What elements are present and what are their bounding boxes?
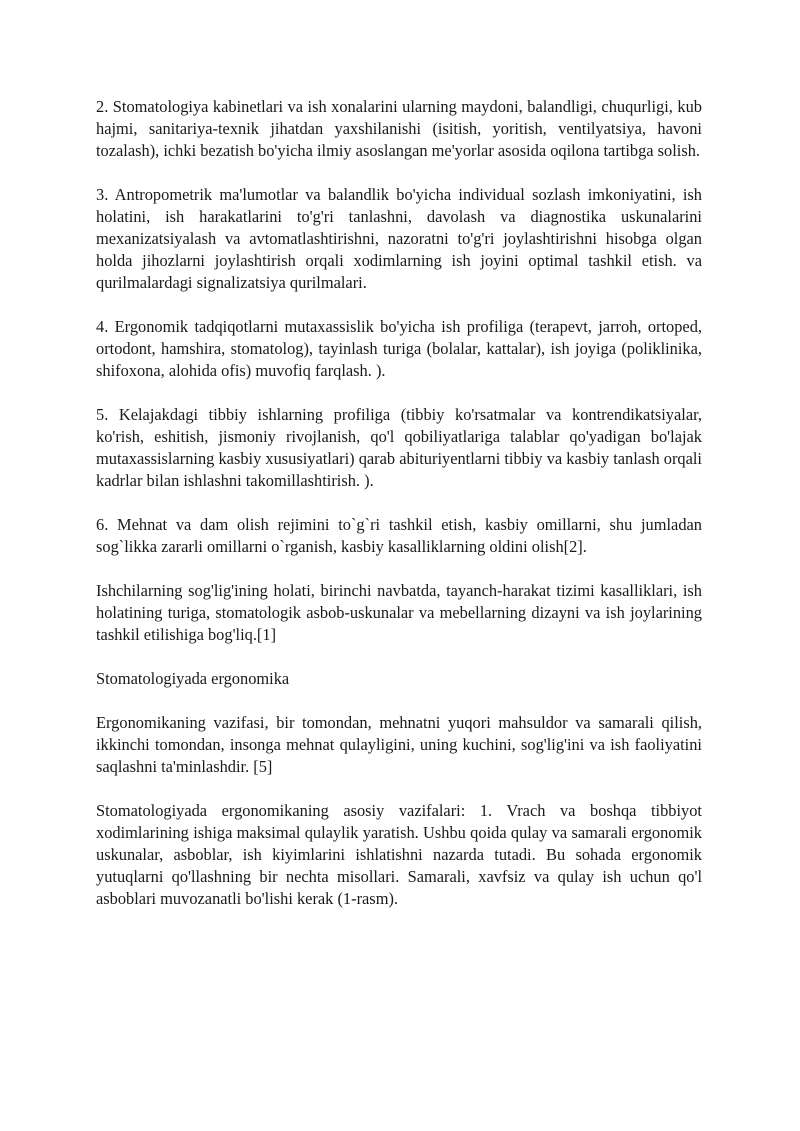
paragraph-main-tasks: Stomatologiyada ergonomikaning asosiy vazifalari: 1. Vrach va boshqa tibbiyot xodimlarining ishiga maksimal qulaylik yaratish. Ushbu qoida qulay va samarali ergonomik uskunalar, asboblar, ish kiyimlarini ishlatishni nazarda tutadi. Bu sohada ergonomik yutuqlarni qo'llashning bir nechta misollari. Samarali, xavfsiz va qulay ish uchun qo'l asboblari muvozanatli bo'lishi kerak (1-rasm). xyxy=(96,801,702,908)
section-heading: Stomatologiyada ergonomika xyxy=(96,669,290,688)
paragraph-item-4: 4. Ergonomik tadqiqotlarni mutaxassislik bo'yicha ish profiliga (terapevt, jarroh, ortoped, ortodont, hamshira, stomatolog), tayinlash turiga (bolalar, kattalar), ish joyiga (poliklinika, shifoxona, alohida ofis) muvofiq farqlash. ). xyxy=(96,317,702,380)
paragraph-item-3: 3. Antropometrik ma'lumotlar va balandlik bo'yicha individual sozlash imkoniyatini, ish holatini, ish harakatlarini to'g'ri tanlashni, davolash va diagnostika uskunalarini mexanizatsiyalash va avtomatlashtirishni, nazoratni to'g'ri joylashtirishni hisobga olgan holda jihozlarni joylashtirish orqali xodimlarning ish joyini optimal tashkil etish. va qurilmalardagi signalizatsiya qurilmalari. xyxy=(96,185,702,292)
paragraph-workers-health: Ishchilarning sog'lig'ining holati, birinchi navbatda, tayanch-harakat tizimi kasalliklari, ish holatining turiga, stomatologik asbob-uskunalar va mebellarning dizayni va ish joylarining tashkil etilishiga bog'liq.[1] xyxy=(96,581,702,644)
paragraph-item-6: 6. Mehnat va dam olish rejimini to`g`ri tashkil etish, kasbiy omillarni, shu jumladan sog`likka zararli omillarni o`rganish, kasbiy kasalliklarning oldini olish[2]. xyxy=(96,515,702,556)
paragraph-item-2: 2. Stomatologiya kabinetlari va ish xonalarini ularning maydoni, balandligi, chuqurligi, kub hajmi, sanitariya-texnik jihatdan yaxshilanishi (isitish, yoritish, ventilyatsiya, havoni tozalash), ichki bezatish bo'yicha ilmiy asoslangan me'yorlar asosida oqilona tartibga solish. xyxy=(96,97,702,160)
document-body xyxy=(96,96,702,932)
paragraph-item-5: 5. Kelajakdagi tibbiy ishlarning profiliga (tibbiy ko'rsatmalar va kontrendikatsiyalar, ko'rish, eshitish, jismoniy rivojlanish, qo'l qobiliyatlariga talablar qo'yadigan bo'lajak mutaxassislarning kasbiy xususiyatlari) qarab abituriyentlarni tibbiy va kasbiy tanlash orqali kadrlar bilan ishlashni takomillashtirish. ). xyxy=(96,405,702,490)
paragraph-ergonomics-task: Ergonomikaning vazifasi, bir tomondan, mehnatni yuqori mahsuldor va samarali qilish, ikkinchi tomondan, insonga mehnat qulayligini, uning kuchini, sog'lig'ini va ish faoliyatini saqlashni ta'minlashdir. [5] xyxy=(96,713,702,776)
